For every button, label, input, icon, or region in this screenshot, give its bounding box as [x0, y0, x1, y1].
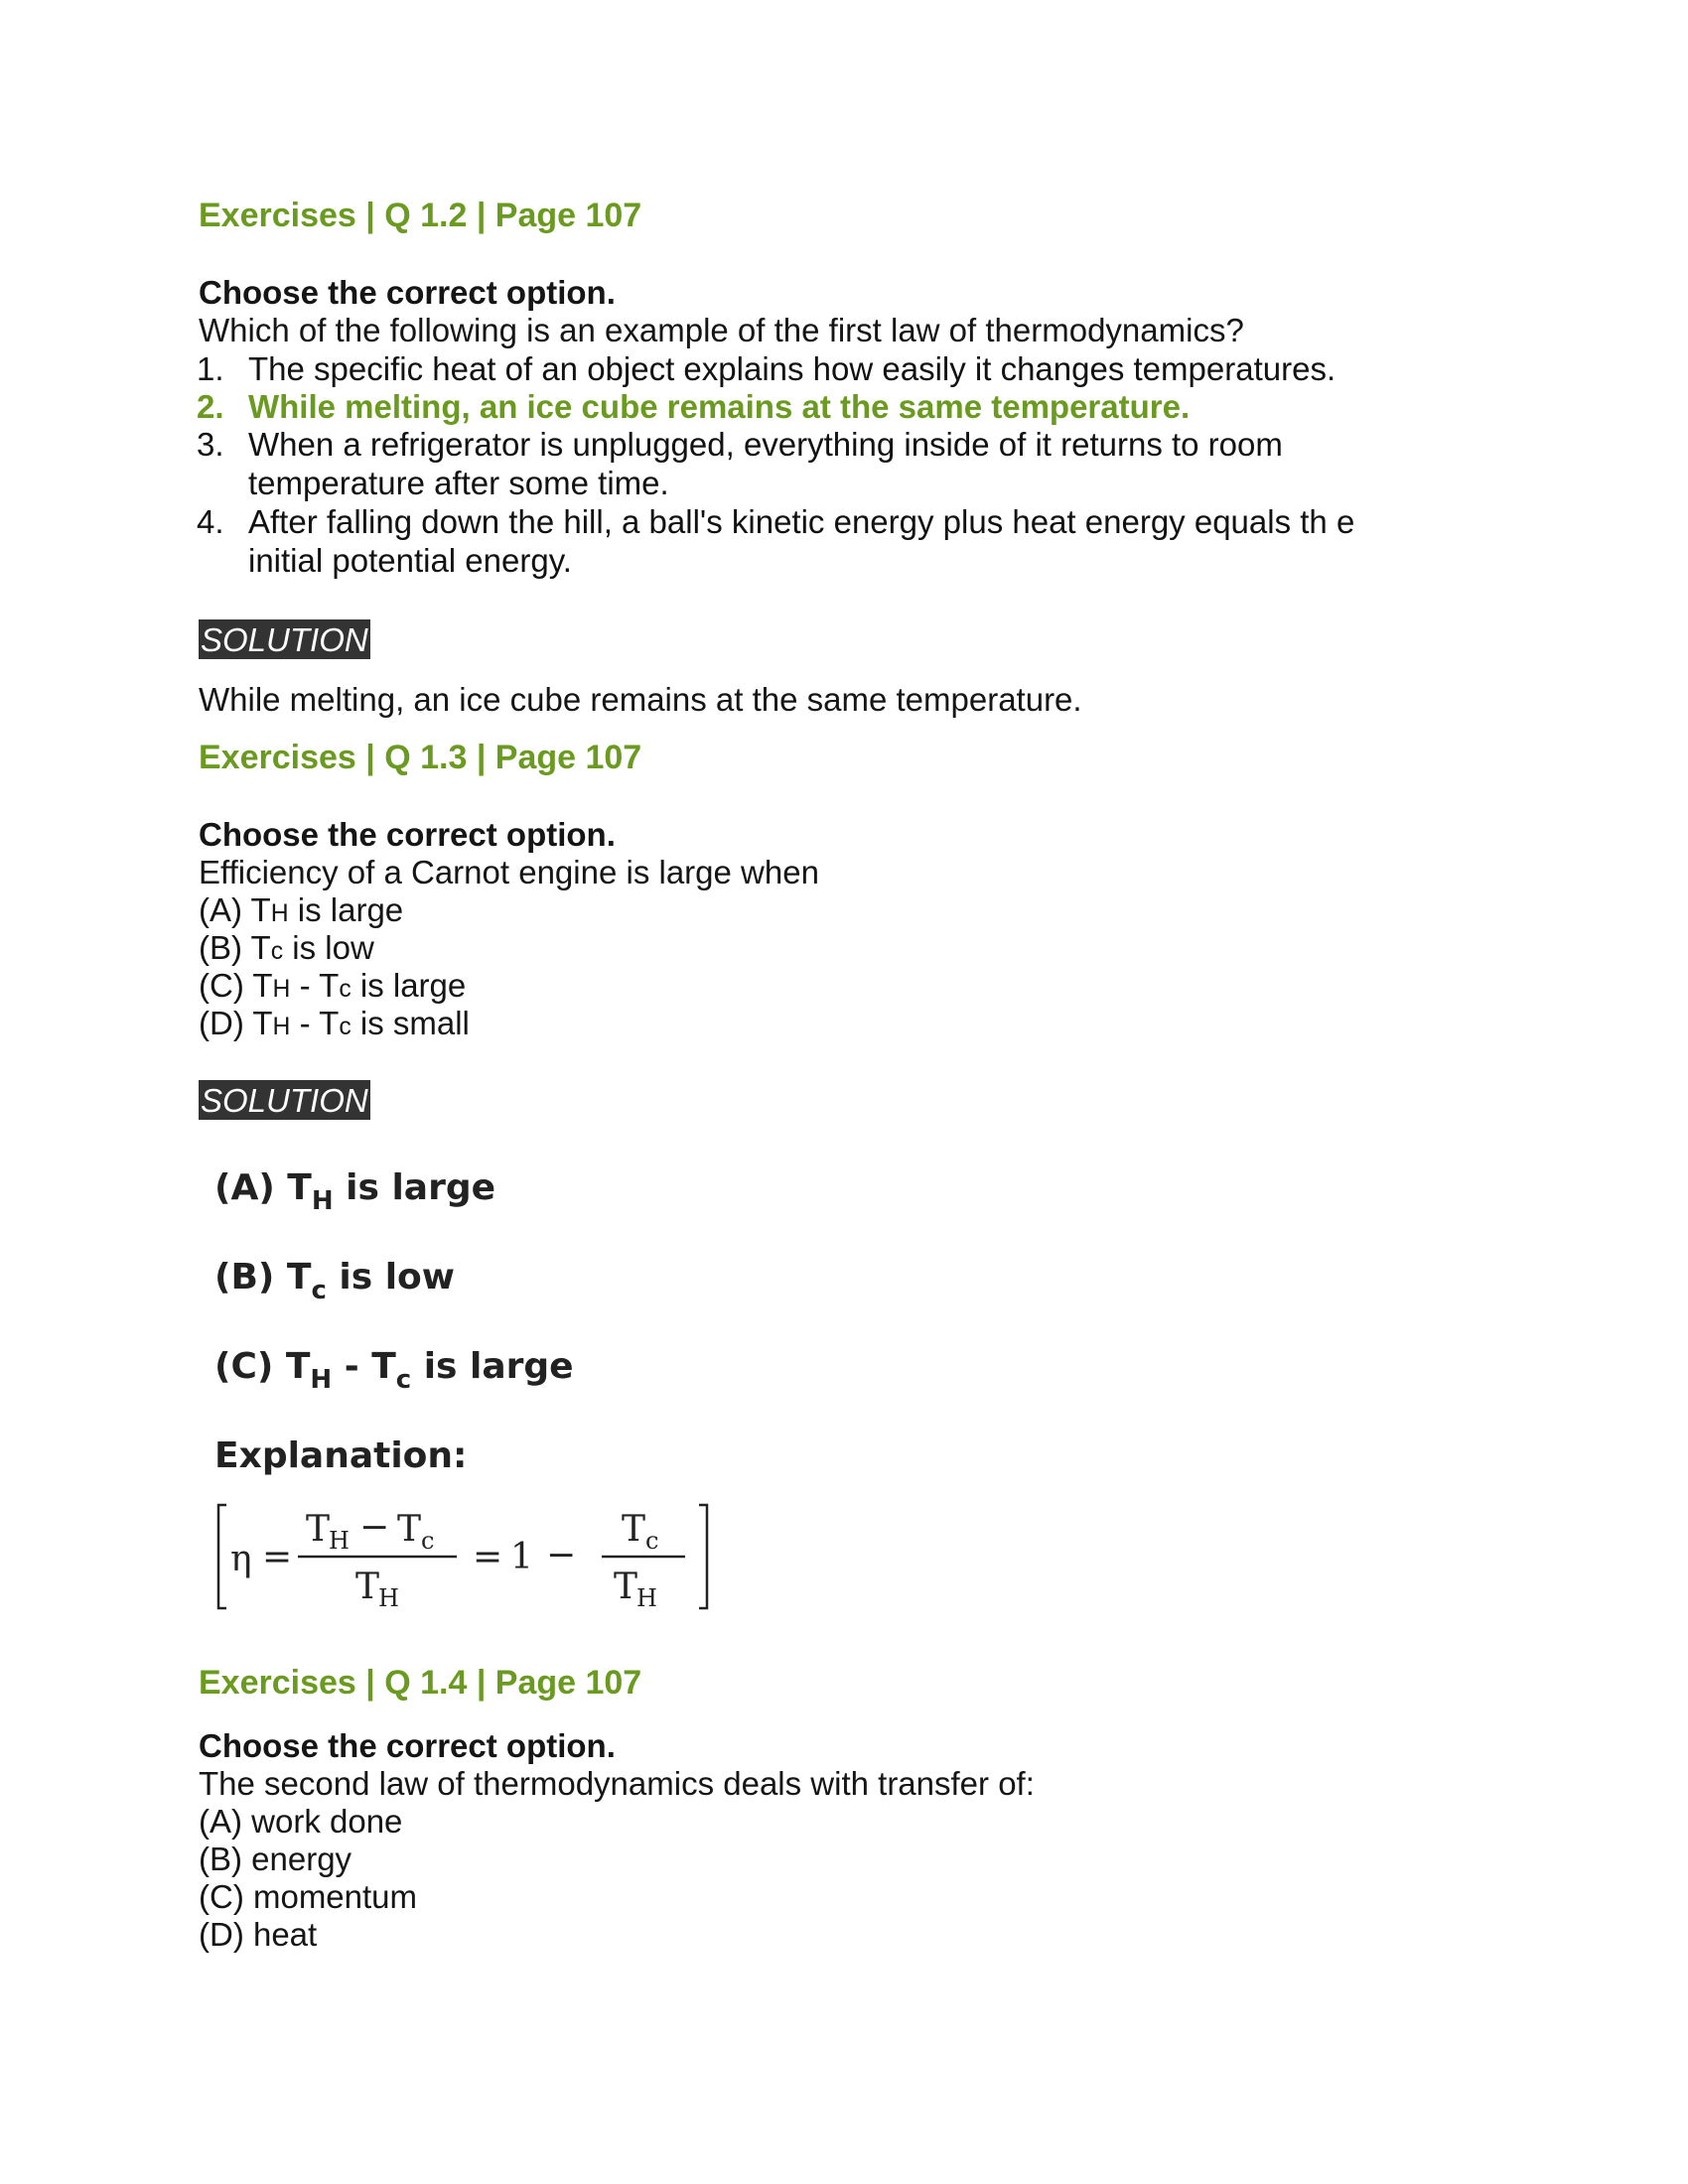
option-d-q13: [199, 1005, 470, 1042]
answer-text: (B) T: [214, 1257, 312, 1297]
solution-badge-q12: SOLUTION: [201, 621, 368, 658]
answer-subscript: c: [311, 1276, 327, 1305]
option-subscript: c: [339, 1014, 352, 1040]
eta-symbol: η: [230, 1539, 252, 1579]
one-term: 1: [510, 1537, 533, 1577]
option-text: While melting, an ice cube remains at the same temperature.: [248, 388, 1191, 425]
option-text: When a refrigerator is unplugged, everything inside of it returns to room: [248, 426, 1283, 463]
minus-sign: −: [546, 1535, 577, 1575]
answer-line: [214, 1346, 574, 1395]
option-c-q14: (C) momentum: [199, 1878, 418, 1915]
answer-text: (C) T: [214, 1346, 311, 1387]
left-bracket: [218, 1505, 226, 1608]
numerator-term: T: [306, 1509, 331, 1550]
denominator-subscript: H: [636, 1584, 657, 1612]
option-number: 1.: [197, 350, 224, 387]
section-heading-q14: Exercises | Q 1.4 | Page 107: [199, 1664, 642, 1702]
answer-subscript: H: [311, 1186, 334, 1216]
option-number: 2.: [197, 388, 224, 425]
option-text: The specific heat of an object explains how easily it changes temperatures.: [248, 350, 1336, 387]
option-c-q13: [199, 967, 466, 1005]
question-q13: Efficiency of a Carnot engine is large when: [199, 854, 819, 890]
option-item: [197, 425, 1440, 502]
option-text: (B) T: [199, 929, 271, 966]
option-subscript: H: [270, 900, 289, 927]
numerator-subscript: c: [421, 1527, 435, 1555]
option-b-q14: (B) energy: [199, 1841, 352, 1877]
option-subscript: c: [339, 976, 352, 1003]
minus-sign: −: [359, 1507, 390, 1548]
option-item: [197, 349, 1440, 388]
question-q12: Which of the following is an example of the first law of thermodynamics?: [199, 312, 1244, 348]
option-subscript: H: [272, 976, 291, 1003]
prompt-q14: Choose the correct option.: [199, 1727, 616, 1764]
answer-text: is low: [326, 1257, 456, 1297]
numerator-term: T: [397, 1509, 422, 1550]
numerator-term: T: [622, 1509, 646, 1550]
option-subscript: c: [270, 938, 284, 965]
option-text-continued: temperature after some time.: [248, 465, 669, 501]
answer-text: is large: [411, 1346, 574, 1387]
option-text: - T: [290, 1005, 340, 1041]
denominator-subscript: H: [378, 1584, 399, 1612]
option-text: After falling down the hill, a ball's kinetic energy plus heat energy equals th e: [248, 503, 1355, 540]
numerator-subscript: c: [645, 1527, 659, 1555]
answer-subscript: H: [310, 1365, 333, 1395]
numerator-subscript: H: [329, 1527, 350, 1555]
answer-text: is large: [333, 1167, 496, 1208]
option-item: [197, 502, 1440, 580]
section-heading-q13: Exercises | Q 1.3 | Page 107: [199, 739, 642, 776]
answer-q12: While melting, an ice cube remains at the same temperature.: [199, 681, 1082, 718]
equals-sign: =: [473, 1537, 503, 1577]
option-text: is small: [351, 1005, 470, 1041]
question-q14: The second law of thermodynamics deals with transfer of:: [199, 1765, 1035, 1802]
equals-sign: =: [262, 1537, 293, 1577]
option-text: is large: [288, 891, 404, 928]
explanation-label: Explanation:: [214, 1435, 468, 1476]
option-a-q13: [199, 891, 403, 929]
option-text: (C) T: [199, 967, 273, 1004]
option-text: (A) T: [199, 891, 271, 928]
option-subscript: H: [272, 1014, 291, 1040]
option-b-q13: [199, 929, 374, 967]
right-bracket: [699, 1505, 707, 1608]
answer-subscript: c: [395, 1365, 412, 1395]
option-number: 3.: [197, 426, 224, 463]
denominator-term: T: [614, 1567, 638, 1607]
option-text-continued: initial potential energy.: [248, 542, 572, 579]
prompt-q12: Choose the correct option.: [199, 274, 616, 311]
option-a-q14: (A) work done: [199, 1803, 403, 1840]
option-number: 4.: [197, 503, 224, 540]
option-text: is low: [283, 929, 374, 966]
option-d-q14: (D) heat: [199, 1916, 318, 1953]
prompt-q13: Choose the correct option.: [199, 816, 616, 853]
option-item-correct: [197, 387, 1440, 426]
option-text: (D) T: [199, 1005, 273, 1041]
answer-line: [214, 1257, 456, 1305]
section-heading-q12: Exercises | Q 1.2 | Page 107: [199, 197, 642, 234]
option-text: is large: [351, 967, 467, 1004]
option-text: - T: [290, 967, 340, 1004]
answer-text: (A) T: [214, 1167, 312, 1208]
solution-badge-q13: SOLUTION: [201, 1082, 368, 1119]
denominator-term: T: [355, 1567, 380, 1607]
carnot-efficiency-formula: [212, 1499, 729, 1618]
answer-text: - T: [332, 1346, 396, 1387]
answer-line: [214, 1167, 496, 1216]
